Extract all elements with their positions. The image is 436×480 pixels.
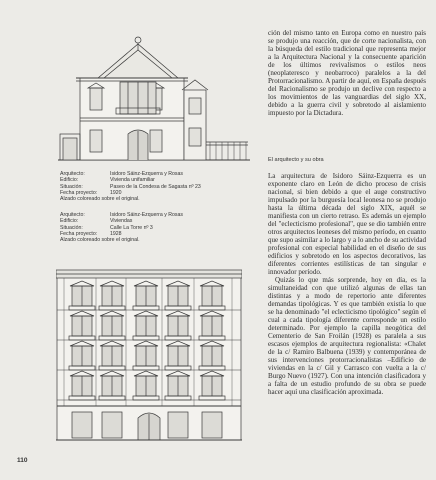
house-elevation-drawing	[58, 34, 250, 164]
apartment-elevation-drawing	[56, 268, 242, 443]
caption-value: Isidoro Sáinz-Ezquerra y Rosas	[110, 212, 183, 218]
caption-bottom	[60, 212, 270, 243]
caption-value: Isidoro Sáinz-Ezquerra y Rosas	[110, 171, 183, 177]
paragraph: La arquitectura de Isidoro Sáinz-Ezquerra es un exponente claro en León de dicho proceso de crisis nacional, si bien debido a que el auge constructivo impulsado por la burguesía local leonesa no se produjo hasta la última década del siglo XIX, aquél se manifiesta con un cierto retraso. Es además un ejemplo del "eclecticismo profesional", que se dio también entre otros arquitectos leoneses del mismo período, en cuanto que supo asimilar a lo largo y a lo ancho de su actividad profesional con especial habilidad en el diseño de sus edificios y sobretodo en los aspectos decorativos, las diferentes corrientes estilísticas de tan singular e innovador período.	[268, 172, 426, 276]
caption-value: 1920	[110, 189, 122, 196]
caption-label: Situación:	[60, 224, 83, 231]
caption-label: Alzado coloreado sobre el original.	[60, 196, 140, 203]
caption-label: Alzado coloreado sobre el original.	[60, 237, 140, 244]
caption-row	[60, 196, 270, 202]
caption-label: Edificio:	[60, 218, 79, 225]
caption-label: Fecha proyecto:	[60, 189, 98, 196]
section-heading: El arquitecto y su obra	[268, 157, 324, 163]
page-number: 110	[17, 457, 28, 464]
caption-label: Edificio:	[60, 177, 79, 184]
column-bottom-text	[268, 172, 426, 396]
paragraph: Quizás lo que más sorprende, hoy en día, es la simultaneidad con que utilizó algunas de ellas tan distintas y a modo de repertorio ante diferentes demandas tipológicas. Y es que también existía lo que se ha denominado "el eclecticismo tipológico" según el cual a cada tipología diferente corresponde un estilo determinado. Por ejemplo la capilla neogótica del Cementerio de San Froilán (1928) es paralela a sus escasos ejemplos de arquitectura regionalista: «Chalet de la c/ Ramiro Balbuena (1939) y contemporánea de sus intervenciones protorracionalistas –Edificio de viviendas en la c/ Gil y Carrasco con vuelta a la c/ Burgo Nuevo (1927). Con una intención clasificadora y a falta de un estudio profundo de su obra se puede hacer aquí una clasificación aproximada.	[268, 276, 426, 396]
caption-value: Paseo de la Condesa de Sagasta nº 23	[110, 183, 201, 190]
caption-label: Fecha proyecto:	[60, 230, 98, 237]
paragraph: ción del mismo tanto en Europa como en nuestro país se produjo una reacción, que de corte nacionalista, con la búsqueda del estilo tradicional que representa mejor a la Arquitectura Nacional y la consecuente aparición de los últimos revivalismos o estilos neos (neoplateresco y neobarroco) paralelos a la del Protorracionalismo. A partir de aquí, en España después del Racionalismo se produjo un declive con respecto a los movimientos de las vanguardias del siglo XX, debido a la guerra civil y sobretodo al aislamiento impuesto por la Dictadura.	[268, 29, 426, 117]
caption-value: Viviendas	[110, 218, 133, 225]
caption-value: Vivienda unifamiliar	[110, 177, 155, 184]
caption-label: Arquitecto:	[60, 212, 85, 218]
caption-value: Calle La Torre nº 3	[110, 224, 153, 231]
caption-value: 1928	[110, 230, 122, 237]
column-top-text	[268, 29, 426, 117]
caption-label: Arquitecto:	[60, 171, 85, 177]
caption-row	[60, 237, 270, 243]
caption-label: Situación:	[60, 183, 83, 190]
caption-top	[60, 171, 270, 202]
